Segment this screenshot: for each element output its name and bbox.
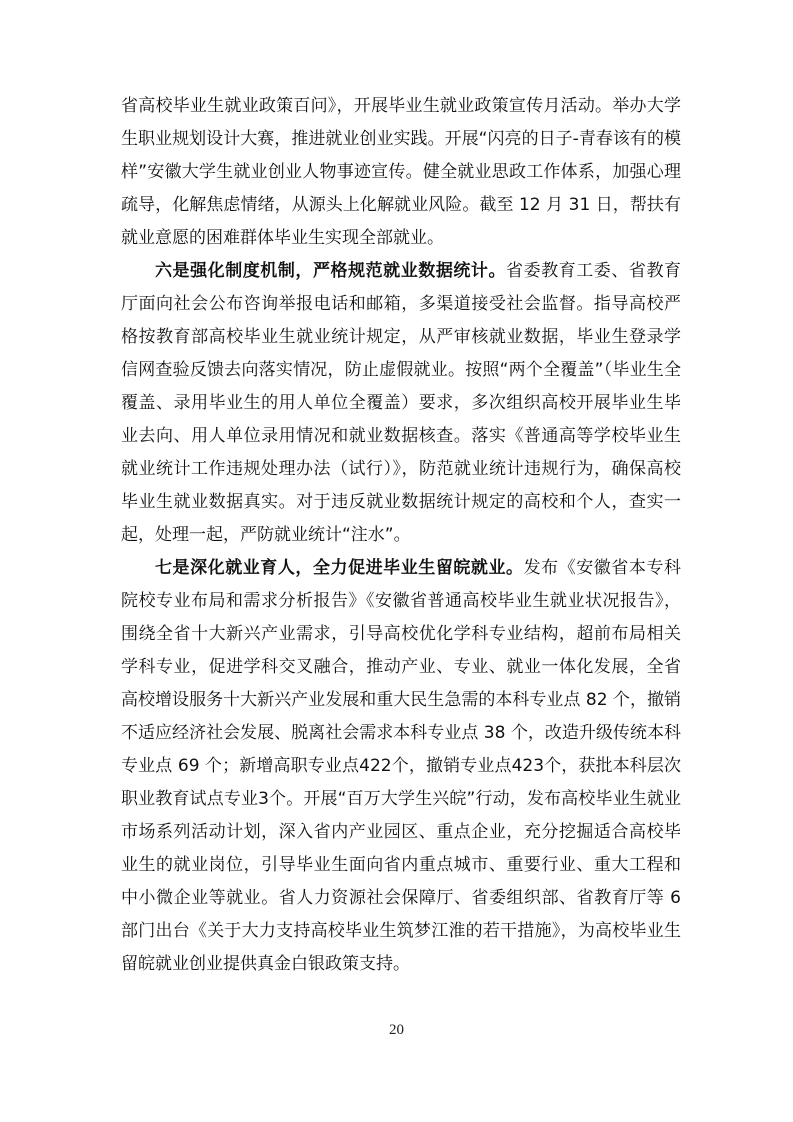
paragraph-heading: 七是深化就业育人，全力促进毕业生留皖就业。	[155, 558, 524, 578]
paragraph-continuation	[121, 90, 681, 255]
paragraph-data-statistics	[121, 255, 681, 552]
paragraph-employment-education	[121, 552, 681, 981]
paragraph-text: 省高校毕业生就业政策百问》，开展毕业生就业政策宣传月活动。举办大学生职业规划设计大赛，推进就业创业实践。开展“闪亮的日子-青春该有的模样”安徽大学生就业创业人物事迹宣传。健全就业思政工作体系，加强心理疏导，化解焦虑情绪，从源头上化解就业风险。截至 12 月 31 日，帮扶有就业意愿的困难群体毕业生实现全部就业。	[121, 96, 681, 248]
paragraph-text: 发布《安徽省本专科院校专业布局和需求分析报告》《安徽省普通高校毕业生就业状况报告》，围绕全省十大新兴产业需求，引导高校优化学科专业结构，超前布局相关学科专业，促进学科交叉融合，推动产业、专业、就业一体化发展，全省高校增设服务十大新兴产业发展和重大民生急需的本科专业点 82 个，撤销不适应经济社会发展、脱离社会需求本科专业点 38 个，改造升级传统本科专业点 69 个；新增高职专业点422个，撤销专业点423个，获批本科层次职业教育试点专业3个。开展“百万大学生兴皖”行动，发布高校毕业生就业市场系列活动计划，深入省内产业园区、重点企业，充分挖掘适合高校毕业生的就业岗位，引导毕业生面向省内重点城市、重要行业、重大工程和中小微企业等就业。省人力资源社会保障厅、省委组织部、省教育厅等 6 部门出台《关于大力支持高校毕业生筑梦江淮的若干措施》，为高校毕业生留皖就业创业提供真金白银政策支持。	[121, 558, 682, 974]
paragraph-text: 省委教育工委、省教育厅面向社会公布咨询举报电话和邮箱，多渠道接受社会监督。指导高校严格按教育部高校毕业生就业统计规定，从严审核就业数据，毕业生登录学信网查验反馈去向落实情况，防止虚假就业。按照“两个全覆盖”（毕业生全覆盖、录用毕业生的用人单位全覆盖）要求，多次组织高校开展毕业生毕业去向、用人单位录用情况和就业数据核查。落实《普通高等学校毕业生就业统计工作违规处理办法（试行）》，防范就业统计违规行为，确保高校毕业生就业数据真实。对于违反就业数据统计规定的高校和个人，查实一起，处理一起，严防就业统计“注水”。	[121, 261, 682, 545]
paragraph-heading: 六是强化制度机制，严格规范就业数据统计。	[155, 261, 507, 281]
body-text	[121, 90, 681, 981]
page-number: 20	[389, 1022, 404, 1038]
